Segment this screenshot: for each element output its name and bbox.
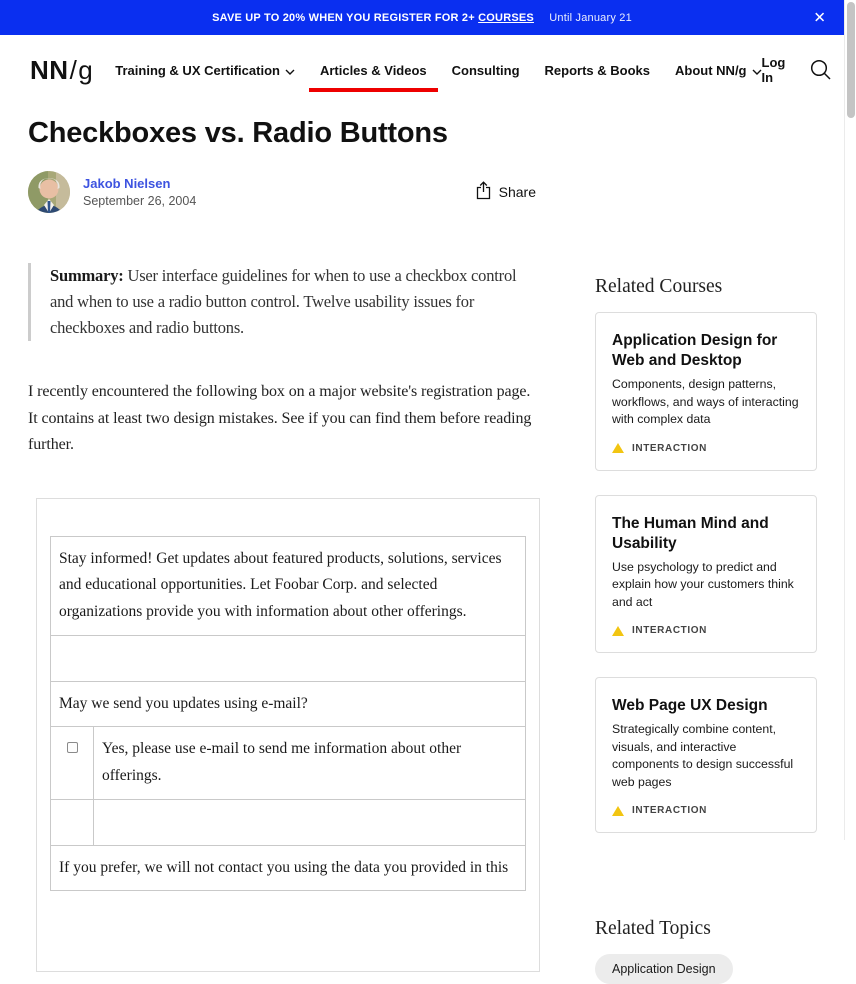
nav-item-label: Articles & Videos [319, 62, 427, 78]
related-topics-heading: Related Topics [595, 918, 711, 940]
login-button[interactable]: Log In [761, 55, 786, 85]
intro-paragraph: I recently encountered the following box on a major website's registration page. It contains at least two design mistakes. See if you can find them before reading further. [28, 383, 532, 454]
scrollbar-thumb[interactable] [847, 2, 855, 118]
course-level [612, 805, 800, 816]
chevron-down-icon [285, 63, 295, 78]
form-question-cell: May we send you updates using e-mail? [51, 681, 526, 727]
nav-item-training[interactable] [115, 62, 295, 78]
spacer-cell [94, 799, 526, 845]
logo-nn: NN [30, 54, 69, 85]
main-content [0, 105, 856, 984]
course-title: Application Design for Web and Desktop [612, 332, 778, 370]
course-level [612, 625, 800, 636]
avatar[interactable] [28, 171, 70, 213]
topic-tag-application-design[interactable]: Application Design [595, 954, 733, 984]
email-optin-checkbox[interactable] [67, 742, 78, 753]
author-row [28, 171, 540, 213]
table-row [51, 681, 526, 727]
interaction-triangle-icon [612, 626, 624, 636]
summary-block [28, 263, 540, 341]
nav-item-label: Training & UX Certification [115, 62, 280, 78]
summary-label: Summary: [50, 266, 124, 285]
nav-item-label: Reports & Books [544, 62, 651, 78]
nav-item-label: Consulting [451, 62, 520, 78]
share-button[interactable] [476, 181, 536, 203]
share-label: Share [498, 184, 536, 200]
interaction-triangle-icon [612, 806, 624, 816]
course-card-web-page-ux[interactable] [595, 677, 817, 833]
promo-banner [0, 0, 844, 35]
promo-message-text: SAVE UP TO 20% WHEN YOU REGISTER FOR 2+ [212, 11, 475, 24]
main-nav [115, 62, 761, 78]
author-info [83, 176, 196, 208]
sidebar [595, 276, 817, 984]
checkbox-label-cell: Yes, please use e-mail to send me information about other offerings. [94, 727, 526, 799]
courses-link[interactable]: COURSES [478, 11, 534, 24]
course-description: Strategically combine content, visuals, and interactive components to design successful web pages [612, 722, 794, 789]
interaction-triangle-icon [612, 443, 624, 453]
course-title: The Human Mind and Usability [612, 514, 769, 552]
header-nav [0, 35, 844, 105]
course-card-human-mind[interactable] [595, 495, 817, 654]
course-level [612, 443, 800, 454]
spacer-cell [51, 635, 526, 681]
table-row [51, 635, 526, 681]
course-title: Web Page UX Design [612, 697, 768, 715]
course-level-label: INTERACTION [632, 805, 707, 817]
author-name-link[interactable]: Jakob Nielsen [83, 176, 171, 191]
nav-item-consulting[interactable] [452, 63, 520, 78]
form-footer-cell: If you prefer, we will not contact you using the data you provided in this [51, 845, 526, 891]
logo-slash: / [69, 54, 78, 85]
course-description: Use psychology to predict and explain how your customers think and act [612, 559, 794, 609]
article-date: September 26, 2004 [83, 194, 197, 208]
scrollbar-track[interactable] [844, 0, 856, 840]
course-card-application-design[interactable] [595, 312, 817, 471]
promo-message [212, 12, 632, 24]
checkbox-cell [51, 727, 94, 799]
table-row [51, 845, 526, 891]
share-icon [476, 181, 491, 203]
example-form-box [36, 498, 540, 973]
nav-item-about[interactable] [675, 62, 761, 78]
nng-logo[interactable] [30, 55, 93, 86]
related-courses-heading: Related Courses [595, 276, 723, 297]
nav-item-articles[interactable] [320, 63, 427, 78]
table-row [51, 536, 526, 635]
nav-item-label: About NN/g [675, 62, 747, 78]
example-form-table [50, 536, 526, 892]
article-column [28, 105, 540, 972]
table-row [51, 799, 526, 845]
nav-right [762, 55, 834, 85]
page-title: Checkboxes vs. Radio Buttons [28, 117, 448, 149]
spacer-cell [51, 799, 94, 845]
logo-g: g [78, 54, 94, 85]
close-icon[interactable]: ✕ [813, 9, 826, 26]
nav-item-reports[interactable] [545, 63, 650, 78]
course-level-label: INTERACTION [632, 442, 707, 454]
promo-deadline: Until January 21 [549, 11, 632, 24]
table-row [51, 727, 526, 799]
form-intro-cell: Stay informed! Get updates about featured products, solutions, services and educational opportunities. Let Foobar Corp. and selected organizations provide you with information about other offerings. [51, 536, 526, 635]
course-level-label: INTERACTION [632, 625, 707, 637]
chevron-down-icon [752, 63, 762, 78]
course-description: Components, design patterns, workflows, and ways of interacting with complex data [612, 377, 799, 427]
summary-text: User interface guidelines for when to use a checkbox control and when to use a radio button control. Twelve usability issues for checkboxes and radio buttons. [50, 266, 517, 338]
search-icon[interactable] [809, 58, 833, 82]
